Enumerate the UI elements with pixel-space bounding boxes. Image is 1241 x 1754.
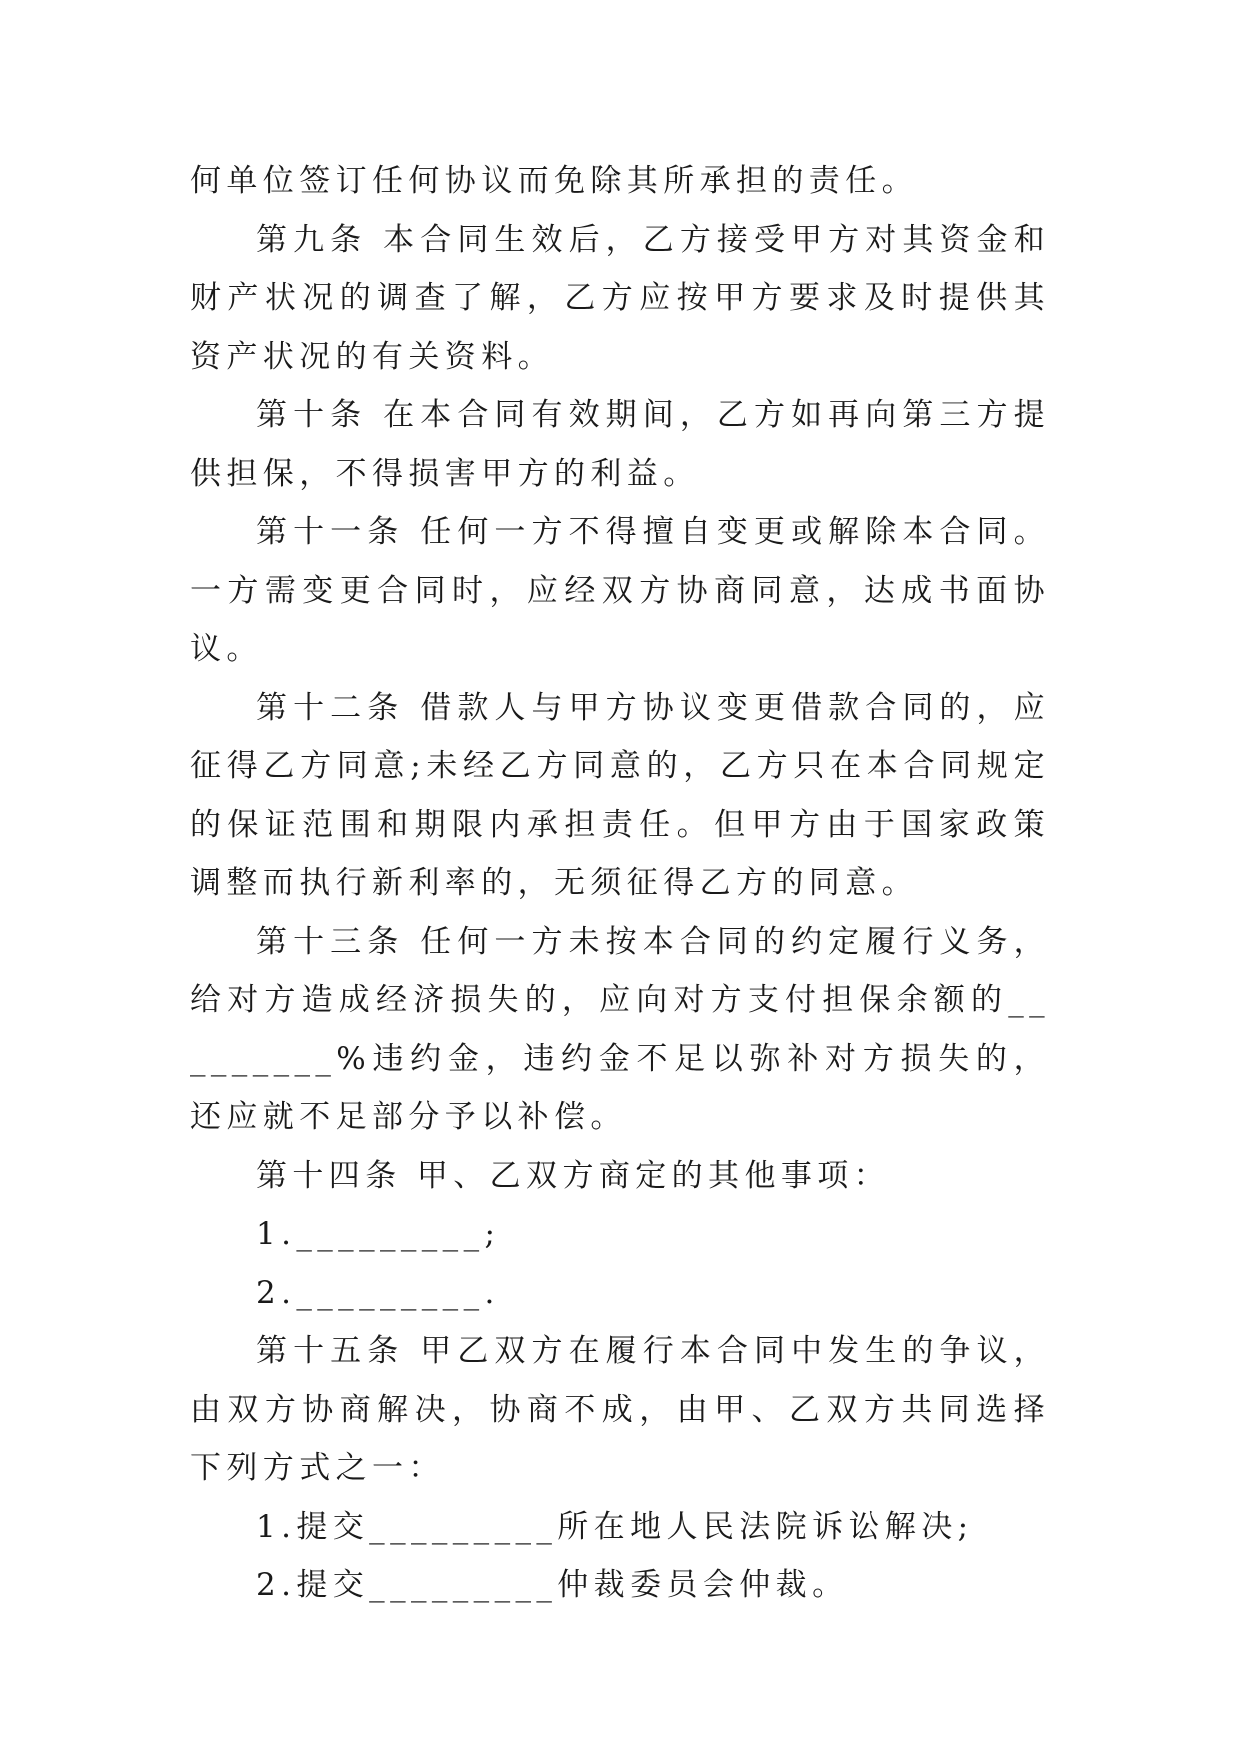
list-item-article-14-1: 1._________; [256,1216,501,1252]
list-item-article-14-2: 2._________. [256,1274,500,1311]
list-item-article-15-2: 2.提交_________仲裁委员会仲裁。 [256,1567,849,1603]
paragraph-article-9: 第九条 本合同生效后，乙方接受甲方对其资金和财产状况的调查了解，乙方应按甲方要求及时提供其资产状况的有关资料。 [190,221,1050,375]
paragraph-continuation: 何单位签订任何协议而免除其所承担的责任。 [190,163,918,199]
list-item-article-15-1: 1.提交_________所在地人民法院诉讼解决; [256,1508,974,1545]
paragraph-article-11: 第十一条 任何一方不得擅自变更或解除本合同。一方需变更合同时，应经双方协商同意，达成书面协议。 [190,514,1050,667]
paragraph-article-13: 第十三条 任何一方未按本合同的约定履行义务，给对方造成经济损失的，应向对方支付担保余额的_________%违约金，违约金不足以弥补对方损失的，还应就不足部分予以补偿。 [190,923,1050,1135]
paragraph-article-15: 第十五条 甲乙双方在履行本合同中发生的争议，由双方协商解决，协商不成，由甲、乙双方共同选择下列方式之一： [190,1333,1050,1486]
paragraph-article-12: 第十二条 借款人与甲方协议变更借款合同的，应征得乙方同意;未经乙方同意的，乙方只在本合同规定的保证范围和期限内承担责任。但甲方由于国家政策调整而执行新利率的，无须征得乙方的同意。 [190,689,1050,901]
paragraph-article-14: 第十四条 甲、乙双方商定的其他事项： [256,1157,891,1194]
document-body [190,152,1050,1615]
paragraph-article-10: 第十条 在本合同有效期间，乙方如再向第三方提供担保，不得损害甲方的利益。 [190,397,1050,492]
